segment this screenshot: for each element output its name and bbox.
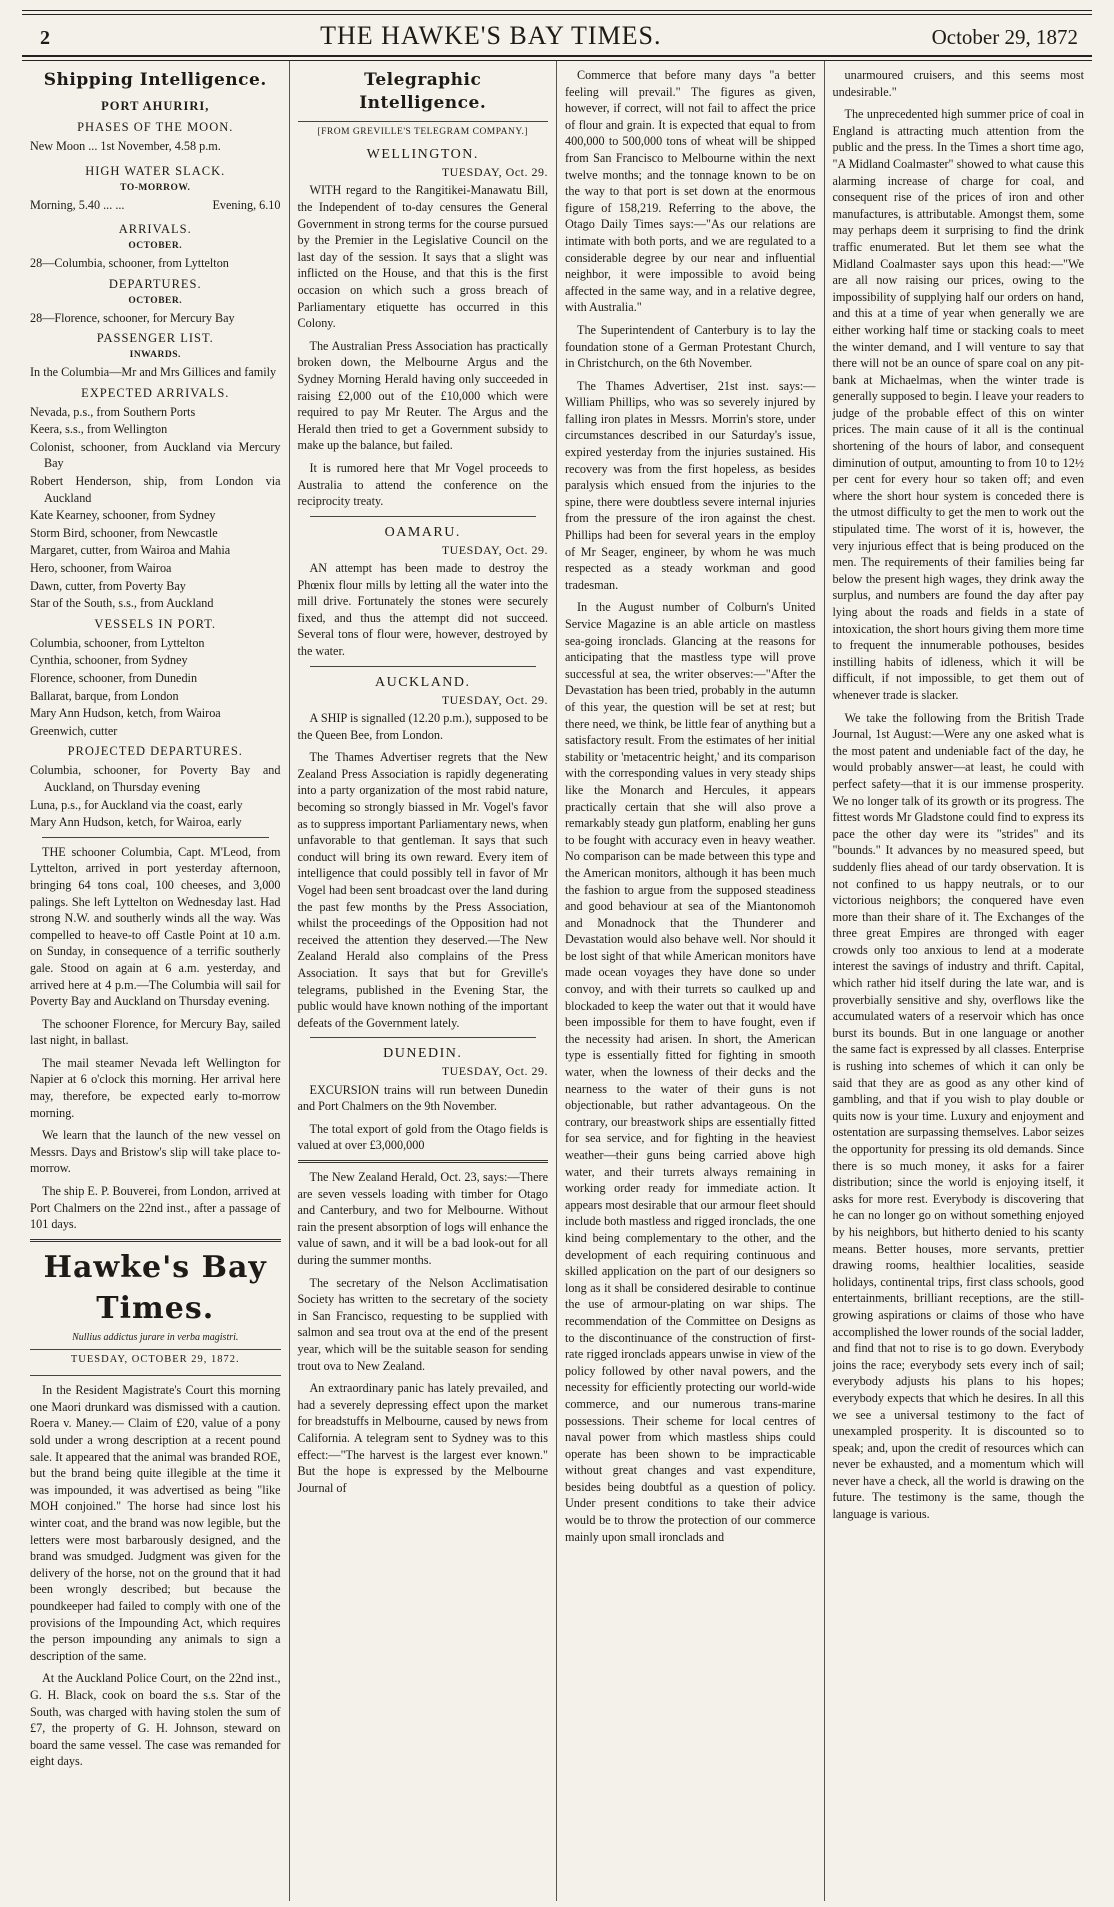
news-paragraph: It is rumored here that Mr Vogel proceeds to Australia to attend the conference on the reciprocity treaty. (297, 460, 548, 509)
vessel-entry: Ballarat, barque, from London (30, 688, 179, 703)
evening-tide: Evening, 6.10 (212, 197, 281, 212)
column-three-text (565, 67, 816, 1545)
departures-month: OCTOBER. (128, 295, 183, 306)
column-three (557, 61, 825, 1901)
expected-arrival-entry: Hero, schooner, from Wairoa (30, 561, 172, 576)
passenger-list-title: PASSENGER LIST. (96, 331, 214, 346)
double-divider (298, 1160, 549, 1163)
divider (310, 666, 537, 667)
projected-departure-entry: Luna, p.s., for Auckland via the coast, early (30, 797, 243, 812)
expected-arrivals-list (30, 404, 281, 612)
divider (298, 121, 549, 122)
section-heading-telegraphic: Telegraphic Intelligence. (359, 70, 487, 114)
expected-arrival-entry: Storm Bird, schooner, from Newcastle (30, 525, 218, 540)
dateline-dunedin: DUNEDIN. (383, 1046, 463, 1062)
expected-arrival-entry: Nevada, p.s., from Southern Ports (30, 404, 196, 419)
news-paragraph: The ship E. P. Bouverei, from London, arrived at Port Chalmers on the 22nd inst., after a passage of 101 days. (30, 1184, 281, 1232)
divider (30, 1349, 281, 1350)
morning-tide: Morning, 5.40 ... ... (30, 197, 125, 212)
page-number: 2 (40, 27, 50, 49)
news-paragraph: The unprecedented high summer price of coal in England is attracting much attention from the public and the press. In the Times a short time ago, "A Midland Coalmaster" showed to what cause this alarming increase of charge for coal, and consequent rise of the prices of iron and other manufactures, is attributable. Amongst them, some may perhaps deem it surprising to find the drink traffic enumerated. But let them see what the Midland Coalmaster says upon this head:—"We are all now raising our prices, owing to the impossibility of supplying half our orders on hand, and this at a time of year when generally we are either working half time or stacking coals to meet the winter demand, and I will venture to say that there will not be an ounce of spare coal on any pit-bank at Michaelmas, when the winter trade is generally supposed to begin. I leave your readers to judge of the probable effect of this on winter prices. The main cause of it all is the continual shortening of the hours of labor, and consequent diminution of output, amounting to from 10 to 12½ per cent for every hour so taken off; and even where the short hour system is conceded there is the utmost difficulty to get the men to work out the stipulated time. The worst of it is, however, the very injurious effect that is being produced on the men. The requirements of their families being far below the present high wages, they drink away the surplus, and numbers are found the day after pay lying about the roads and fields in a state of intoxication, the short hours giving them more time to frequent the innumerable pothouses, besides instilling habits of idleness, which it will be difficult, if not impossible, to get them out of whenever trade is slacker. (832, 107, 1084, 702)
dateline-wellington: WELLINGTON. (366, 147, 479, 163)
column-four (825, 61, 1092, 1901)
news-paragraph: In the August number of Colburn's United Service Magazine is an able article on mastless sea-going ironclads. Glancing at the reasons for anticipating that the mastless type will prove successful at sea, the writer observes:—"After the Devastation has been tried, probably in the autumn of this year, the question will be set at rest; but there need, we think, be little fear of anything but a satisfactory result. From the estimates of her initial stability or 'metacentric height,' and its comparison with the corresponding values in very steady ships like the Monarch and Hercules, it appears practically certain that she will also prove a remarkably steady gun platform, enabling her guns to be fought with accuracy even in heavy weather. No comparison can be made between this type and the American monitors, although it has been much the fashion to argue from the supposed steadiness and good behaviour at sea of the Miantonomoh and Monadnock that the Thunderer and Devastation would also behave well. Nor should it be lost sight of that while American monitors have made ocean voyages they have done so under convoy, and with their turrets so caulked up and blockaded to keep the water out that it would have been impossible for them to have fought, even if the necessity had arisen. In short, the American type is essentially fitted for fighting in smooth water, when the lowness of their decks and the nearness to the water of their guns is not objectionable, but rather advantageous. On the contrary, our breastwork ships are essentially fitted for sea service, and for fighting in the heaviest weather—their guns being carried above high water, and their turrets always remaining in working order ready for immediate action. It appears most desirable that our armour fleet should include both mastless and rigged ironclads, the one kind being complementary to the other, and the development of each requiring continuous and skilled application on the part of our designers so long as it shall be considered desirable to continue the use of armour-plating on war ships. The recommendation of the Committee on Designs as to the discontinuance of the construction of first-rate rigged ironclads appears unwise in view of the policy followed by other naval powers, and the necessity for efficiently protecting our world-wide commerce, and our numerous trans-marine possessions. Their scheme for local centres of naval power from which mastless ships could operate has been shown to be impracticable without great changes and vast expenditure, besides being doubtful as a question of policy. Under present conditions to take their advice would be to throw the protection of our commerce mainly upon small ironclads and (565, 600, 816, 1544)
vessel-entry: Florence, schooner, from Dunedin (30, 671, 198, 686)
new-moon-line: New Moon ... 1st November, 4.58 p.m. (30, 139, 221, 154)
date-dunedin: TUESDAY, Oct. 29. (441, 1064, 548, 1079)
high-water-title: HIGH WATER SLACK. (85, 163, 226, 178)
double-divider (30, 1239, 281, 1242)
column-four-text (833, 67, 1084, 1523)
vessel-entry: Cynthia, schooner, from Sydney (30, 653, 188, 668)
news-paragraph: We take the following from the British Trade Journal, 1st August:—Were any one asked what is the most patent and undeniable fact of the day, he would probably answer—at least, he could with perfect safety—that it is our immense prosperity. We no longer talk of its growth or its progress. The fittest words Mr Gladstone could find to express its pace the other day were its "strides" and its "bounds." It advances by no measured speed, but suddenly flies ahead of our tardy observation. It is not confined to us happy neutrals, or to our victorious neighbors; the conquered have even more than their share of it. The Exchanges of the three great Empires are thronged with eager crowds only too anxious to lend at a moderate interest the savings of industry and thrift. Capital, which rather hid itself during the late war, and is proverbially sensitive and shy, overflows like the accumulated waters of a reservoir which has once burst its bounds. But in one language or another the same fact is expressed by all classes. Enterprise is rushing into schemes of which it can only be said that they are as good as any other kind of gambling, and that if you wish to play double or quits now is your time. Luxury and enjoyment and ostentation are surpassing themselves. Labor seizes the opportunity for pressing its old demands. Since there is so much money, it asks for a fairer distribution; since the world is enjoying itself, it asks for more rest. Everybody is discovering that he can no longer go on without something enjoyed by his neighbors, but hitherto denied to his scanty means. Better houses, more servants, prettier drawing rooms, healthier localities, seaside holidays, continental trips, first class schools, good entertainments, brilliant receptions, are the still-growing aspirations or claims of those who have accomplished the lower rounds of the social ladder, and find that not to rise is to go down. Everybody joins the race; everybody sets every inch of sail; everybody adjusts his plans to his hopes; everybody expects that which he desires. In all this we see a universal testimony to the fact of unexampled prosperity. It is discounted so to speak; and, upon the credit of resources which can never be exhausted, and a momentum which will never have a check, all the world is drawing on the future. The testimony is the same, though the language is various. (832, 710, 1084, 1522)
departure-entry: 28—Florence, schooner, for Mercury Bay (30, 310, 235, 325)
local-news (30, 1382, 281, 1770)
paper-title: Hawke's Bay Times. (43, 1249, 267, 1326)
date-oamaru: TUESDAY, Oct. 29. (441, 542, 548, 557)
port-name: PORT AHURIRI, (101, 99, 210, 114)
vessel-entry: Mary Ann Hudson, ketch, from Wairoa (30, 706, 221, 721)
tomorrow-label: TO-MORROW. (120, 182, 191, 193)
expected-arrival-entry: Dawn, cutter, from Poverty Bay (30, 578, 186, 593)
news-paragraph: A SHIP is signalled (12.20 p.m.), supposed to be the Queen Bee, from London. (297, 711, 548, 742)
news-paragraph: The mail steamer Nevada left Wellington for Napier at 6 o'clock this morning. Her arrival here may, therefore, be expected early to-morrow morning. (30, 1055, 281, 1120)
telegram-source: [FROM GREVILLE'S TELEGRAM COMPANY.] (317, 127, 529, 138)
issue-date-header: October 29, 1872 (931, 25, 1078, 49)
dunedin-news (298, 1082, 549, 1154)
column-telegraphic (290, 61, 558, 1901)
news-paragraph: THE schooner Columbia, Capt. M'Leod, from Lyttelton, arrived in port yesterday afternoon, bringing 64 tons coal, 100 cheeses, and 3,000 palings. She left Lyttelton on Wednesday last. Had strong N.W. and southerly winds all the way. Was compelled to heave-to off Castle Point at 10 a.m. on Sunday, in consequence of a terrific southerly gale. Stood on again at 6 a.m. yesterday, and arrived here at 4 p.m.—The Columbia will sail for Poverty Bay and Auckland on Thursday evening. (30, 844, 281, 1009)
passenger-entry: In the Columbia—Mr and Mrs Gillices and family (30, 365, 277, 380)
arrivals-month: OCTOBER. (128, 241, 183, 252)
masthead (14, 15, 1100, 55)
newspaper-title: THE HAWKE'S BAY TIMES. (320, 21, 662, 50)
news-paragraph: The schooner Florence, for Mercury Bay, sailed last night, in ballast. (30, 1016, 281, 1048)
news-paragraph: unarmoured cruisers, and this seems most undesirable." (832, 68, 1084, 99)
expected-arrival-entry: Keera, s.s., from Wellington (30, 422, 168, 437)
vessel-entry: Greenwich, cutter (30, 723, 118, 738)
vessels-in-port-list (30, 635, 281, 740)
wellington-news (298, 182, 549, 509)
tide-times (30, 197, 281, 214)
news-paragraph: The Thames Advertiser, 21st inst. says:—William Phillips, who was so severely injured by falling iron plates in Messrs. Morrin's store, under circumstances described in our Saturday's issue, expired yesterday from the injuries sustained. His recovery was from the first hopeless, as besides paralysis which ensued from the injuries to the spine, there were doubtless severe internal injuries from the pressure of the iron against the chest. Phillips had been for several years in the employ of Mr Seager, engineer, by whom he was much respected as a steady workman and good tradesman. (565, 378, 816, 592)
news-paragraph: Commerce that before many days "a better feeling will prevail." The figures as given, however, if correct, will not fail to affect the price of flour and grain. It is expected that equal to from 400,000 to 500,000 tons of wheat will be shipped from San Francisco to Melbourne within the next twelve months; and the tonnage known to be on the way to that port is set down at the enormous figure of 158,219. Referring to the above, the Otago Daily Times says:—"As our relations are intimate with both ports, and we are regulated to a considerable degree by our near and influential neighbor, it were impossible to avoid being affected in the same way, and in a relative degree, with Australia." (565, 68, 816, 315)
inwards-label: INWARDS. (129, 350, 181, 361)
expected-arrival-entry: Kate Kearney, schooner, from Sydney (30, 508, 216, 523)
moon-phases-title: PHASES OF THE MOON. (77, 120, 234, 135)
news-paragraph: AN attempt has been made to destroy the Phœnix flour mills by letting all the water into the mill drive. Fortunately the stones were securely fixed, and thus the attempt did not succeed. Several tons of flour were, however, destroyed by the water. (297, 561, 548, 659)
news-paragraph: In the Resident Magistrate's Court this morning one Maori drunkard was dismissed with a caution. Roera v. Maney.— Claim of £20, value of a pony sold under a wrong description at a recent pound sale. It appeared that the animal was branded ROE, but the brand being quite illegible at the time it was impounded, it was advertised as being "like MOH conjoined." The horse had since lost his winter coat, and the brand was now legible, but the letters were most barbarously designed, and the brand was smudged. Judgment was given for the delivery of the horse, not on the ground that it had been wrongly described; but because the poundkeeper had failed to comply with one of the provisions of the Impounding Act, which requires the person impounding any animals to sign a description of the same. (30, 1383, 281, 1663)
divider (30, 1375, 281, 1376)
projected-departure-entry: Mary Ann Hudson, ketch, for Wairoa, early (30, 815, 242, 830)
vessel-entry: Columbia, schooner, from Lyttelton (30, 635, 205, 650)
editorial-date: TUESDAY, OCTOBER 29, 1872. (70, 1354, 240, 1366)
vessels-in-port-title: VESSELS IN PORT. (94, 616, 217, 631)
arrivals-title: ARRIVALS. (118, 222, 192, 237)
expected-arrival-entry: Robert Henderson, ship, from London via Auckland (30, 474, 281, 505)
date-wellington: TUESDAY, Oct. 29. (441, 165, 548, 180)
news-paragraph: An extraordinary panic has lately prevailed, and had a severely depressing effect upon the market for breadstuffs in Melbourne, caused by news from California. A telegram sent to Sydney was to this effect:—"The harvest is the largest ever known." But the hope is expressed by the Melbourne Journal of (297, 1381, 548, 1495)
paper-motto: Nullius addictus jurare in verba magistri. (72, 1332, 239, 1344)
news-paragraph: We learn that the launch of the new vessel on Messrs. Days and Bristow's slip will take place to-morrow. (30, 1128, 281, 1176)
section-heading-shipping: Shipping Intelligence. (43, 70, 267, 90)
divider (310, 516, 537, 517)
projected-departure-entry: Columbia, schooner, for Poverty Bay and Auckland, on Thursday evening (30, 763, 281, 794)
news-paragraph: WITH regard to the Rangitikei-Manawatu Bill, the Independent of to-day censures the General Government in strong terms for the course pursued by the Premier in the Legislative Council on the last day of the session. It says that a slight was inflicted on the House, and that this is the first occasion on which such a gross breach of Parliamentary etiquette has occurred in this Colony. (297, 183, 548, 331)
divider (42, 837, 269, 838)
date-auckland: TUESDAY, Oct. 29. (441, 692, 548, 707)
auckland-news (298, 710, 549, 1031)
news-paragraph: The secretary of the Nelson Acclimatisation Society has written to the secretary of the society in San Francisco, requesting to be supplied with salmon and sea trout ova at the end of the present year, which will be the suitable season for sending trout ova to New Zealand. (297, 1275, 548, 1373)
news-paragraph: The New Zealand Herald, Oct. 23, says:—There are seven vessels loading with timber for Otago and Canterbury, and two for Melbourne. Without rain the present absorption of logs will enhance the value of sawn, and it will be a bad look-out for all during the summer months. (297, 1170, 548, 1267)
dateline-oamaru: OAMARU. (384, 524, 461, 540)
news-paragraph: At the Auckland Police Court, on the 22nd inst., G. H. Black, cook on board the s.s. Star of the South, was charged with having stolen the sum of £7, the property of G. H. Johnson, steward on board the same vessel. The case was remanded for eight days. (30, 1671, 281, 1769)
column-shipping (22, 61, 290, 1901)
projected-departures-title: PROJECTED DEPARTURES. (67, 744, 243, 759)
news-paragraph: EXCURSION trains will run between Dunedin and Port Chalmers on the 9th November. (297, 1082, 548, 1114)
departures-title: DEPARTURES. (108, 276, 202, 291)
news-paragraph: The Superintendent of Canterbury is to lay the foundation stone of a German Protestant Church, in Christchurch, on the 6th November. (565, 322, 816, 371)
arrival-entry: 28—Columbia, schooner, from Lyttelton (30, 256, 229, 271)
news-paragraph: The Australian Press Association has practically broken down, the Melbourne Argus and the Sydney Morning Herald having only succeeded in raising £2,000 out of the £10,000 which were required to pay Mr Reuter. The Argus and the Herald then tried to get a Government subsidy to make up the balance, but failed. (297, 338, 548, 453)
divider (310, 1037, 537, 1038)
shipping-news (30, 844, 281, 1233)
expected-arrivals-title: EXPECTED ARRIVALS. (81, 385, 230, 400)
expected-arrival-entry: Colonist, schooner, from Auckland via Mercury Bay (30, 439, 281, 471)
dateline-auckland: AUCKLAND. (374, 674, 471, 690)
news-paragraph: The total export of gold from the Otago fields is valued at over £3,000,000 (297, 1121, 548, 1153)
columns (14, 61, 1100, 1901)
news-paragraph: The Thames Advertiser regrets that the New Zealand Press Association is rapidly degenerating into a party organization of the most rabid nature, becoming so strongly biassed in Mr. Vogel's favor as to suppress important Parliamentary news, when unfavorable to that gentleman. It says that such conduct will bring its own reward. Every item of intelligence that could possibly tell in favor of Mr Vogel had been sent broadcast over the land during the past few months by the Press Association, whilst the proceedings of the Opposition had not received the attention they deserved.—The New Zealand Herald also complains of the Press Association. It says that but for Greville's telegrams, published in the Evening Star, the public would have known nothing of the important defeats of the Government lately. (297, 750, 548, 1030)
projected-departures-list (30, 762, 281, 830)
expected-arrival-entry: Margaret, cutter, from Wairoa and Mahia (30, 543, 231, 558)
oamaru-news (298, 560, 549, 660)
general-news (298, 1169, 549, 1496)
expected-arrival-entry: Star of the South, s.s., from Auckland (30, 596, 214, 611)
